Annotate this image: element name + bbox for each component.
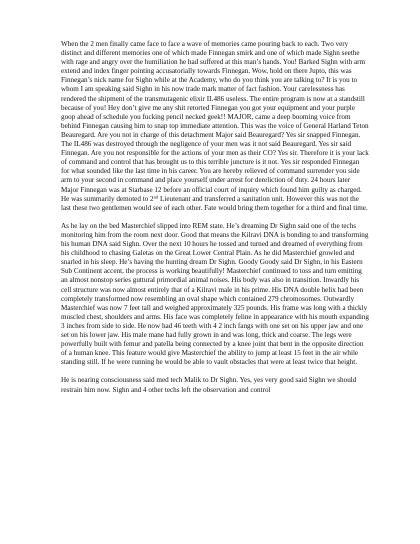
- ordinal-suffix: nd: [153, 194, 159, 199]
- paragraph-3: [61, 376, 369, 394]
- paragraph-1-text: When the 2 men finally came face to face a wave of memories came pouring back to each. Two very distinct and different memories one of which made Finnegan smirk and one of which made Sighn seethe with rage and angry over the humiliation he had suffered at this man’s hands. You! Barked Sighn with arm extend and index finger pointing accusatorially towards Finnegan. Wow, hold on there Jupto, this was Finnegan’s nick name for Sighn while at the Academy, who do you think you are talking to? It is you to whom I am speaking said Sighn in his now trade mark matter of fact fashion. Your carelessness has rendered the shipment of the transmutagenic elixir IL486 useless. The entire program is now at a standstill because of you! Hey don’t give me any shit retorted Finnegan you got your equipment and your purple goop ahead of schedule you fucking pencil necked geek!! MAJOR, came a deep booming voice from behind Finnegan causing him to snap top immediate attention. This was the voice of General Harland Teton Beauregard. Are you not in charge of this detachment Major said Beauregard? Yes sir snapped Finnegan. The IL486 was destroyed through the negligence of your men was it not said Beauregard. Yes sir said Finnegan. Are you not responsible for the actions of your men as their CO? Yes sir. Therefore it is your lack of command and control that has brought us to this terrible juncture is it not. Yes sir responded Finnegan for what sounded like the last time in his career. You are hereby relieved of command surrender you side arm to your second in command and place yourself under arrest for dereliction of duty. 24 hours later Major Finnegan was at Starbase 12 before an official court of inquiry which found him guilty as charged. He was summarily demoted to 2: [61, 40, 369, 203]
- paragraph-2-text: As he lay on the bed Masterchief slipped into REM state. He’s dreaming Dr Sighn said one of the techs monitoring him from the room next door. Good that means the Kilravi DNA is bonding to and transforming his human DNA said Sighn. Over the next 10 hours he tossed and turned and dreamed of everything from his childhood to chasing Galetas on the Great Lower Central Plain. As he did Masterchief growled and snarled in his sleep. He’s having the hunting dream Dr Sighn. Goody Goody said Dr Sighn, in his Eastern Sub Continent accent, the process is working beautifully! Masterchief continued to toss and turn emitting an almost nonstop series guttural primordial animal noises. His body was also in transition. Inwardly his cell structure was now almost entirely that of a Kilravi male in his prime. His DNA double helix had been completely transformed now resembling an oval shape which contained 279 chromosomes. Outwardly Masterchief was now 7 feet tall and weighed approximately 325 pounds. His frame was long with a thickly muscled chest, shoulders and arms. His face was completely feline in appearance with his mouth expanding 3 inches from side to side. He now had 46 teeth with 4 2 inch fangs with one set on his upper jaw and one set on his lower jaw. His male mane had fully grown in and was long, thick and coarse. The legs were powerfully built with femur and patella being connected by a knee joint that bent in the opposite direction of a human knee. This feature would give Masterchief the ability to jump at least 15 feet in the air while standing still. If he were running he would be able to vault obstacles that were at least twice that height.: [61, 221, 369, 367]
- paragraph-2: [61, 222, 369, 368]
- paragraph-3-text: He is nearing consciousness said med tech Malik to Dr Sighn. Yes, yes very good said Sighn we should restrain him now. Sighn and 4 other techs left the observation and control: [61, 376, 357, 394]
- paragraph-1: [61, 40, 369, 213]
- paragraph-1-tail: Lieutenant and transferred a sanitation unit. However this was not the last these two gentlemen would see of each other. Fate would bring them together for a third and final time.: [61, 194, 368, 212]
